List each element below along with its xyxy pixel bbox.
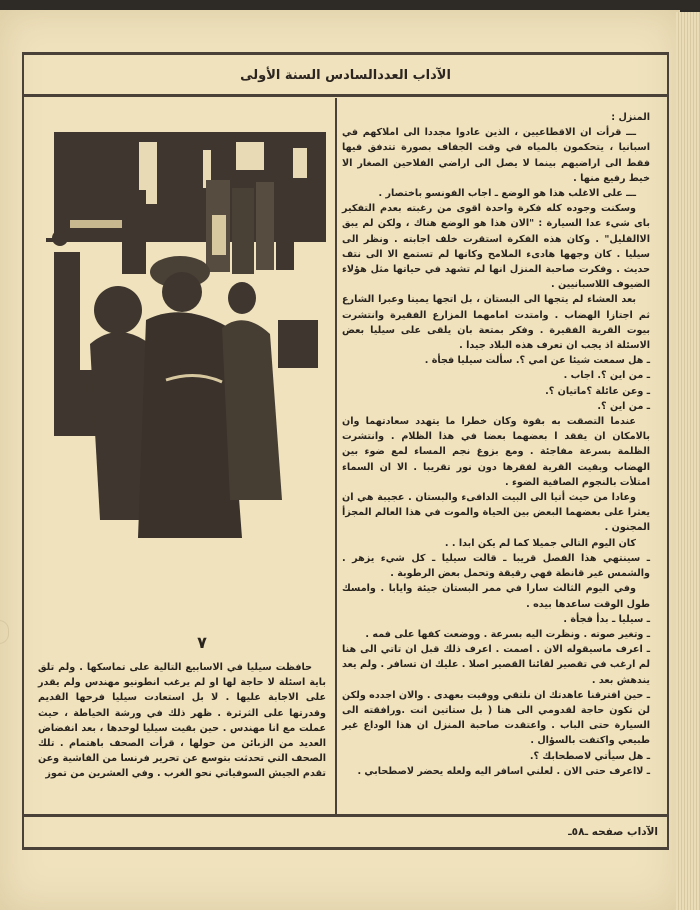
article-right-column bbox=[342, 110, 650, 779]
paragraph: بعد العشاء لم يتجها الى البستان ، بل اتجها يمينا وعبرا الشارع ثم اجتازا الهضاب . وامتدت امامهما المزارع الفقيرة وانتشرت بيوت القرية الفقيرة . وفكر بمتعة بان يلقى على سيليا بعض الاسئلة اذ يجب ان تعرف هذه البلاد جيدا . bbox=[342, 294, 650, 352]
paragraph: المنزل : bbox=[611, 112, 650, 123]
paragraph: كان اليوم التالي جميلا كما لم يكن ابدا . . bbox=[444, 537, 636, 549]
header-top-rule bbox=[22, 52, 669, 55]
article-left-column bbox=[38, 660, 326, 782]
dialogue-line: ـ حين افترقنا عاهدتك ان نلتقي ووفيت بعهدى . والان اجدده ولكن لن تكون حاجة لقدومي الى هنا ( بل ستاتين انت .ورافقته الى السيارة حتى الباب . واعتقدت صاحبة المنزل ان هذا الوداع غير طبيعي واكتفت بالسؤال . bbox=[342, 689, 650, 747]
dialogue-line: ـ وتغير صوته . ونظرت اليه بسرعة . ووضعت كفها على فمه . bbox=[365, 628, 650, 640]
page-footer: الآداب صفحه ـ٥٨ـ bbox=[568, 826, 658, 838]
paragraph: وسكنت وجوده كله فكرة واحدة اقوى من رغبته بعدم التفكير باى شيء عدا السيارة : "الان هذا هو الوضع هناك ، ولكن لم يبق الاالقليل" . وكان هذه الفكرة استقرت خلف اجابته . ونظر الى سيليا . كان وجهها هادىء الملامح وكانها لم تستمع الا الى نتف حديث . وفكرت صاحبة المنزل انها لم تشهد في حياتها مثل هؤلاء الضيوف اللاسبانيين . bbox=[342, 203, 650, 291]
chapter-number: ٧ bbox=[197, 633, 207, 652]
dialogue-line: ـ وعن عائلة ؟ماتيان ؟. bbox=[545, 385, 650, 397]
footer-top-rule bbox=[22, 814, 669, 817]
dialogue-line: ـ من اين ؟. اجاب . bbox=[563, 370, 650, 382]
running-header: الآداب العددالسادس السنة الأولى bbox=[240, 67, 451, 83]
paragraph: وعادا من حيث أتيا الى البيت الدافىء والبستان . عجيبة هي ان يعثرا على بعضهما البعض بين الحياة والموت في هذا العالم المجزأ المجنون . bbox=[342, 492, 650, 534]
dialogue-line: ـ اعرف ماسيقوله الان . اصمت . اعرف ذلك قبل ان تاتي الى هنا لم ارغب في تقصير لقائنا القصير اصلا . عليك ان تسافر . ولم يعد يندهش بعد . bbox=[342, 644, 650, 686]
dialogue-line: ـ سينتهي هذا الفصل قريبا ـ قالت سيليا ـ كل شيء يزهر . والشمس غير قانطة فهي رقيقة وتحمل بعض الرطوبة . bbox=[342, 552, 650, 580]
page-stack-edges bbox=[676, 12, 700, 910]
dialogue-line: ـ سيليا ـ بدأ فجأة . bbox=[563, 613, 650, 625]
paragraph: ـــ قرأت ان الاقطاعيين ، الذين عادوا مجددا الى املاكهم في اسبانيا ، يتحكمون بالمياه في وقت الجفاف بصورة تتدفق فيها فقط الى اراضيهم بينما لا يصل الى اراضي الفلاحين الصغار الا خيط رفيع منها . bbox=[342, 127, 650, 184]
header-bottom-rule bbox=[22, 94, 669, 97]
column-divider bbox=[335, 98, 337, 814]
dialogue-line: ـ هل سيأتي لاصطحابك ؟. bbox=[529, 750, 650, 762]
dialogue-line: ـ هل سمعت شيئا عن امي ؟. سألت سيليا فجأة . bbox=[424, 355, 650, 367]
paragraph: حافظت سيليا في الاسابيع التالية على تماسكها . ولم تلق باية اسئلة لا حاجة لها او لم يرغب انطونيو مهندس ولم يقدر على الاجابة عليها . لا بل استعادت سيليا فرحها القديم وقدرتها على الثرثرة . ظهر ذلك في ورشة الخياطة ، حيث عملت مع انا مهندس . حين بقيت سيليا لوحدها ، بعد انفضاض العديد من الزبائن من حولها ، قرأت الصحف باهتمام . تلك الصحف التي تحدثت بتوسع عن تحرير فرنسا من الفاشية وعن تقدم الجيش السوفياتي نحو الغرب . وفي العشرين من تموز bbox=[38, 662, 326, 780]
footer-bottom-rule bbox=[22, 847, 669, 850]
paragraph: ـــ على الاغلب هذا هو الوضع ـ اجاب الفونسو باختصار . bbox=[378, 188, 636, 200]
paragraph: عندما التصقت به بقوة وكان خطرا ما يتهدد سعادتهما وان بالامكان ان يفقد ا بعضهما بعضا في هذا الظلام . وانتشرت الظلمة بسرعة مفاجئة . ومع بزوغ نجم المساء لمع ضوء بين الهضاب وبقيت القرية لفقرها دون نور تقريبا . الا ان السماء امتلأت بالنجوم الصافية الضوء . bbox=[342, 416, 650, 488]
illustration-photo bbox=[46, 120, 326, 540]
dialogue-line: ـ لااعرف حتى الان . لعلني اسافر اليه ولعله يحضر لاصطحابي . bbox=[357, 765, 650, 777]
dialogue-line: ـ من اين ؟. bbox=[597, 400, 650, 412]
paragraph: وفي اليوم الثالث سارا في ممر البستان جيئة وايابا . وامسك طول الوقت ساعدها بيده . bbox=[342, 583, 650, 610]
